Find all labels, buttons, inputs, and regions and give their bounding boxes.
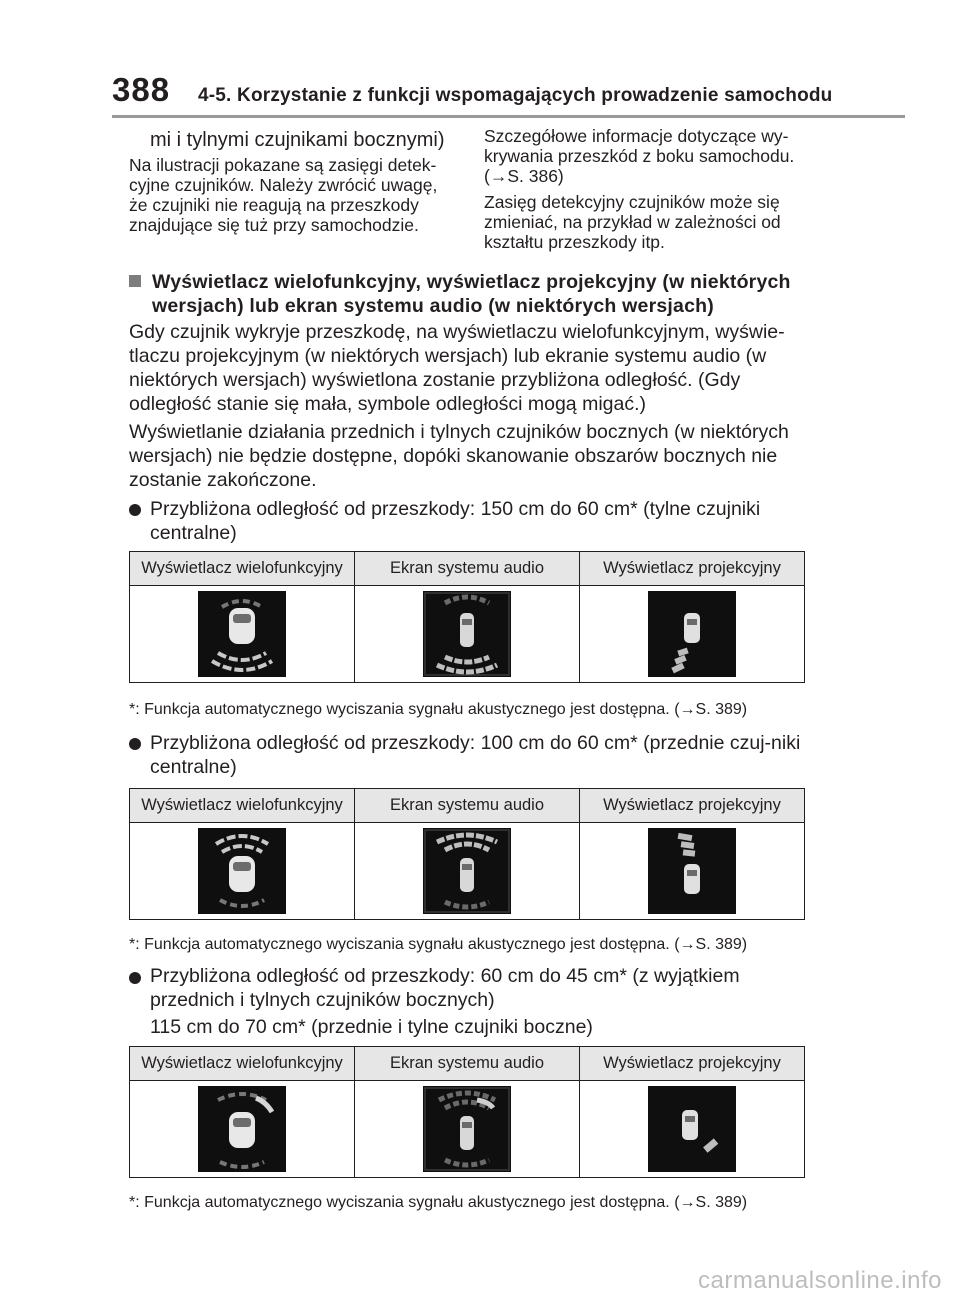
multi-display-cell: [130, 823, 355, 920]
footnote-3: *: Funkcja automatycznego wyciszania sygnału akustycznego jest dostępna. (→S. 389): [129, 1194, 748, 1211]
page-number: 388: [112, 71, 171, 108]
illustration-note: Na ilustracji pokazane są zasięgi detek-cyjne czujników. Należy zwrócić uwagę, że czujniki nie reagują na przeszkody znajdujące się tuż przy samochodzie.: [129, 155, 438, 235]
bullet-rear-center: Przybliżona odległość od przeszkody: 150 cm do 60 cm* (tylne czujniki centralne): [150, 498, 761, 544]
audio-screen-cell: [355, 586, 580, 683]
watermark: carmanualsonline.info: [698, 1267, 942, 1294]
multi-display-cell: [130, 1081, 355, 1178]
head-up-side-icon: [648, 1086, 736, 1172]
bullet-front-center: Przybliżona odległość od przeszkody: 100 cm do 60 cm* (przednie czuj-niki centralne): [150, 732, 801, 778]
audio-screen-rear-icon: [423, 591, 511, 677]
header-multi-display: Wyświetlacz wielofunkcyjny: [130, 552, 355, 586]
side-notes: [484, 126, 820, 258]
header-audio-screen: Ekran systemu audio: [355, 552, 580, 586]
chapter-title: 4-5. Korzystanie z funkcji wspomagających prowadzenie samochodu: [198, 85, 833, 106]
footnote-1: *: Funkcja automatycznego wyciszania sygnału akustycznego jest dostępna. (→S. 389): [129, 701, 748, 718]
audio-screen-side-icon: [423, 1086, 511, 1172]
header-multi-display: Wyświetlacz wielofunkcyjny: [130, 789, 355, 823]
side-detection-note: Szczegółowe informacje dotyczące wy-krywania przeszkód z boku samochodu. (→S. 386): [484, 126, 795, 186]
multi-display-side-icon: [198, 1086, 286, 1172]
round-bullet-icon: [129, 972, 141, 984]
header-divider: [112, 115, 905, 118]
bullet-side-extra: 115 cm do 70 cm* (przednie i tylne czujniki boczne): [150, 1016, 593, 1038]
header-multi-display: Wyświetlacz wielofunkcyjny: [130, 1047, 355, 1081]
bullet-side-sensors: Przybliżona odległość od przeszkody: 60 cm do 45 cm* (z wyjątkiem przednich i tylnych czujników bocznych): [150, 965, 740, 1011]
audio-screen-cell: [355, 823, 580, 920]
multi-display-front-icon: [198, 828, 286, 914]
range-note: Zasięg detekcyjny czujników może się zmieniać, na przykład w zależności od kształtu przeszkody itp.: [484, 192, 781, 252]
header-head-up-display: Wyświetlacz projekcyjny: [580, 1047, 805, 1081]
display-table-front-center: [129, 788, 805, 920]
head-up-display-cell: [580, 586, 805, 683]
multi-display-rear-icon: [198, 591, 286, 677]
head-up-front-icon: [648, 828, 736, 914]
round-bullet-icon: [129, 738, 141, 750]
paragraph-side-sensors: Wyświetlanie działania przednich i tylnych czujników bocznych (w niektórych wersjach) nie będzie dostępne, dopóki skanowanie obszarów bocznych nie zostanie zakończone.: [129, 421, 789, 491]
header-audio-screen: Ekran systemu audio: [355, 1047, 580, 1081]
audio-screen-front-icon: [423, 828, 511, 914]
audio-screen-cell: [355, 1081, 580, 1178]
intro-continuation: mi i tylnymi czujnikami bocznymi): [150, 129, 445, 151]
header-head-up-display: Wyświetlacz projekcyjny: [580, 789, 805, 823]
section-heading: Wyświetlacz wielofunkcyjny, wyświetlacz projekcyjny (w niektórych wersjach) lub ekran systemu audio (w niektórych wersjach): [152, 271, 791, 317]
display-table-rear-center: [129, 551, 805, 683]
head-up-display-cell: [580, 823, 805, 920]
head-up-rear-icon: [648, 591, 736, 677]
header-head-up-display: Wyświetlacz projekcyjny: [580, 552, 805, 586]
head-up-display-cell: [580, 1081, 805, 1178]
display-table-side: [129, 1046, 805, 1178]
paragraph-display-info: Gdy czujnik wykryje przeszkodę, na wyświetlaczu wielofunkcyjnym, wyświe-tlaczu projekcyjnym (w niektórych wersjach) lub ekranie systemu audio (w niektórych wersjach) wyświetlona zostanie przybliżona odległość. (Gdy odległość stanie się mała, symbole odległości mogą migać.): [129, 321, 785, 415]
multi-display-cell: [130, 586, 355, 683]
square-bullet-icon: [129, 275, 141, 287]
round-bullet-icon: [129, 504, 141, 516]
footnote-2: *: Funkcja automatycznego wyciszania sygnału akustycznego jest dostępna. (→S. 389): [129, 936, 748, 953]
header-audio-screen: Ekran systemu audio: [355, 789, 580, 823]
